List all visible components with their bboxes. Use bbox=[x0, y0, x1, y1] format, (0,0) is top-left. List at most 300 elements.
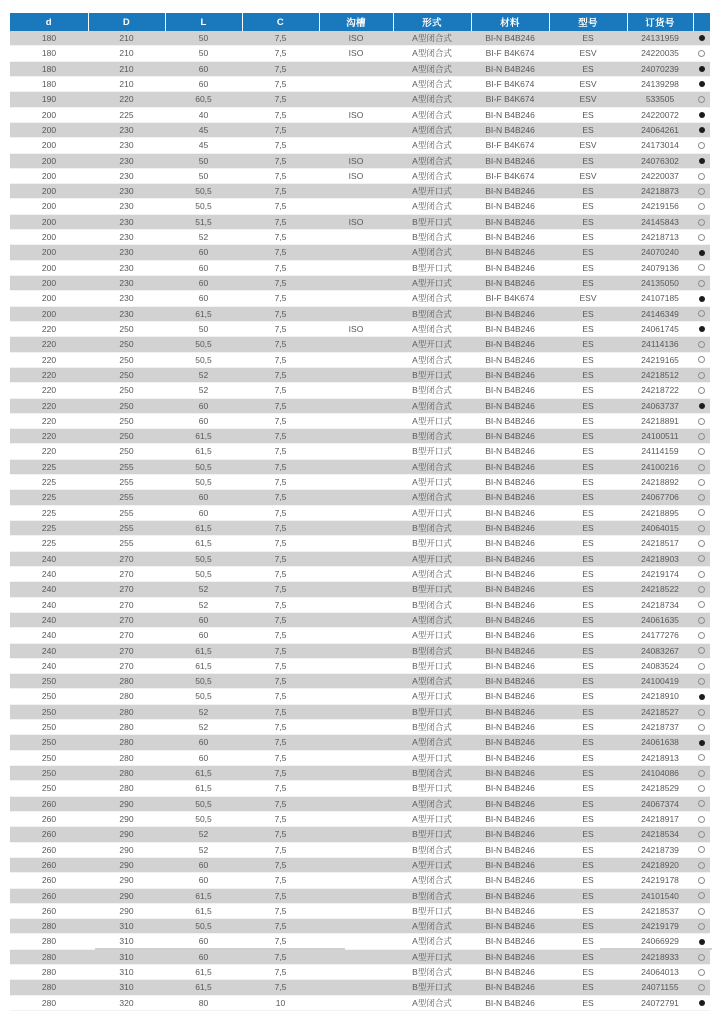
cell-D: 255 bbox=[88, 459, 165, 474]
cell-D: 290 bbox=[88, 842, 165, 857]
cell-d: 280 bbox=[10, 965, 88, 980]
cell-material: BI-N B4B246 bbox=[471, 582, 549, 597]
cell-form: A型开口式 bbox=[393, 276, 471, 291]
cell-form: A型开口式 bbox=[393, 337, 471, 352]
cell-material: BI-N B4B246 bbox=[471, 903, 549, 918]
cell-L: 52 bbox=[165, 827, 242, 842]
table-row bbox=[10, 168, 710, 183]
cell-d: 225 bbox=[10, 459, 88, 474]
cell-form: A型闭合式 bbox=[393, 245, 471, 260]
availability-dot-empty-icon bbox=[698, 264, 705, 271]
cell-D: 230 bbox=[88, 122, 165, 137]
cell-model: ES bbox=[549, 628, 627, 643]
table-row bbox=[10, 138, 710, 153]
cell-C: 7,5 bbox=[242, 214, 319, 229]
cell-groove bbox=[319, 888, 393, 903]
cell-L: 60 bbox=[165, 857, 242, 872]
cell-groove bbox=[319, 643, 393, 658]
availability-dot-empty-icon bbox=[698, 816, 705, 823]
cell-D: 210 bbox=[88, 76, 165, 91]
cell-D: 290 bbox=[88, 827, 165, 842]
column-header-groove: 沟槽 bbox=[319, 13, 393, 31]
availability-dot-empty-icon bbox=[698, 280, 705, 287]
cell-L: 50,5 bbox=[165, 352, 242, 367]
cell-C: 7,5 bbox=[242, 521, 319, 536]
cell-L: 60 bbox=[165, 735, 242, 750]
availability-dot-empty-icon bbox=[698, 862, 705, 869]
cell-model: ES bbox=[549, 521, 627, 536]
cell-C: 7,5 bbox=[242, 245, 319, 260]
cell-availability bbox=[693, 398, 710, 413]
cell-availability bbox=[693, 903, 710, 918]
cell-model: ES bbox=[549, 260, 627, 275]
availability-dot-empty-icon bbox=[698, 724, 705, 731]
cell-order_no: 24083267 bbox=[627, 643, 693, 658]
cell-form: A型闭合式 bbox=[393, 138, 471, 153]
table-row bbox=[10, 398, 710, 413]
cell-order_no: 24100419 bbox=[627, 674, 693, 689]
cell-form: A型开口式 bbox=[393, 475, 471, 490]
cell-model: ES bbox=[549, 674, 627, 689]
table-row bbox=[10, 122, 710, 137]
cell-order_no: 24061638 bbox=[627, 735, 693, 750]
cell-model: ES bbox=[549, 490, 627, 505]
table-row bbox=[10, 965, 710, 980]
cell-C: 7,5 bbox=[242, 475, 319, 490]
cell-groove: ISO bbox=[319, 321, 393, 336]
cell-d: 200 bbox=[10, 107, 88, 122]
cell-C: 7,5 bbox=[242, 658, 319, 673]
cell-L: 45 bbox=[165, 138, 242, 153]
cell-D: 255 bbox=[88, 521, 165, 536]
cell-C: 7,5 bbox=[242, 31, 319, 46]
availability-dot-filled-icon bbox=[699, 250, 705, 256]
cell-C: 7,5 bbox=[242, 199, 319, 214]
table-row bbox=[10, 750, 710, 765]
cell-material: BI-N B4B246 bbox=[471, 827, 549, 842]
cell-order_no: 24218527 bbox=[627, 704, 693, 719]
availability-dot-empty-icon bbox=[698, 586, 705, 593]
cell-groove bbox=[319, 919, 393, 934]
cell-groove bbox=[319, 490, 393, 505]
cell-model: ES bbox=[549, 582, 627, 597]
cell-material: BI-N B4B246 bbox=[471, 551, 549, 566]
cell-form: A型开口式 bbox=[393, 505, 471, 520]
cell-groove bbox=[319, 873, 393, 888]
cell-model: ESV bbox=[549, 138, 627, 153]
cell-availability bbox=[693, 582, 710, 597]
cell-material: BI-N B4B246 bbox=[471, 490, 549, 505]
cell-order_no: 24219165 bbox=[627, 352, 693, 367]
cell-form: B型开口式 bbox=[393, 367, 471, 382]
cell-order_no: 24083524 bbox=[627, 658, 693, 673]
cell-groove bbox=[319, 781, 393, 796]
cell-availability bbox=[693, 827, 710, 842]
cell-L: 50 bbox=[165, 31, 242, 46]
cell-D: 250 bbox=[88, 352, 165, 367]
cell-form: A型闭合式 bbox=[393, 107, 471, 122]
cell-availability bbox=[693, 291, 710, 306]
cell-d: 200 bbox=[10, 214, 88, 229]
cell-availability bbox=[693, 980, 710, 995]
cell-groove: ISO bbox=[319, 46, 393, 61]
cell-form: A型闭合式 bbox=[393, 31, 471, 46]
availability-dot-empty-icon bbox=[698, 448, 705, 455]
cell-order_no: 24218722 bbox=[627, 383, 693, 398]
cell-form: A型闭合式 bbox=[393, 46, 471, 61]
cell-form: A型闭合式 bbox=[393, 398, 471, 413]
cell-L: 50 bbox=[165, 321, 242, 336]
table-row bbox=[10, 306, 710, 321]
table-row bbox=[10, 444, 710, 459]
cell-form: A型开口式 bbox=[393, 750, 471, 765]
cell-L: 61,5 bbox=[165, 980, 242, 995]
cell-order_no: 24114136 bbox=[627, 337, 693, 352]
cell-model: ES bbox=[549, 367, 627, 382]
cell-order_no: 24079136 bbox=[627, 260, 693, 275]
availability-dot-filled-icon bbox=[699, 694, 705, 700]
cell-C: 7,5 bbox=[242, 352, 319, 367]
cell-d: 240 bbox=[10, 628, 88, 643]
availability-dot-empty-icon bbox=[698, 846, 705, 853]
cell-D: 270 bbox=[88, 597, 165, 612]
cell-form: B型开口式 bbox=[393, 827, 471, 842]
cell-order_no: 24218873 bbox=[627, 184, 693, 199]
availability-dot-filled-icon bbox=[699, 81, 705, 87]
cell-material: BI-N B4B246 bbox=[471, 536, 549, 551]
cell-C: 7,5 bbox=[242, 980, 319, 995]
cell-L: 50,5 bbox=[165, 796, 242, 811]
cell-C: 7,5 bbox=[242, 306, 319, 321]
cell-D: 280 bbox=[88, 735, 165, 750]
cell-C: 7,5 bbox=[242, 551, 319, 566]
availability-dot-empty-icon bbox=[698, 601, 705, 608]
cell-L: 61,5 bbox=[165, 888, 242, 903]
cell-D: 210 bbox=[88, 61, 165, 76]
column-header-model: 型号 bbox=[549, 13, 627, 31]
cell-model: ES bbox=[549, 429, 627, 444]
cell-D: 230 bbox=[88, 199, 165, 214]
cell-L: 60 bbox=[165, 76, 242, 91]
cell-availability bbox=[693, 842, 710, 857]
column-header-L: L bbox=[165, 13, 242, 31]
table-row bbox=[10, 873, 710, 888]
cell-availability bbox=[693, 383, 710, 398]
table-row bbox=[10, 291, 710, 306]
cell-form: B型闭合式 bbox=[393, 720, 471, 735]
table-row bbox=[10, 720, 710, 735]
table-row bbox=[10, 766, 710, 781]
cell-model: ES bbox=[549, 459, 627, 474]
cell-order_no: 24218529 bbox=[627, 781, 693, 796]
cell-material: BI-N B4B246 bbox=[471, 521, 549, 536]
cell-d: 220 bbox=[10, 444, 88, 459]
cell-model: ES bbox=[549, 750, 627, 765]
cell-groove bbox=[319, 903, 393, 918]
cell-D: 290 bbox=[88, 857, 165, 872]
cell-order_no: 24218913 bbox=[627, 750, 693, 765]
cell-d: 250 bbox=[10, 781, 88, 796]
cell-order_no: 24064013 bbox=[627, 965, 693, 980]
cell-groove bbox=[319, 429, 393, 444]
cell-d: 280 bbox=[10, 980, 88, 995]
availability-dot-empty-icon bbox=[698, 754, 705, 761]
cell-model: ES bbox=[549, 551, 627, 566]
cell-availability bbox=[693, 857, 710, 872]
cell-d: 280 bbox=[10, 919, 88, 934]
table-row bbox=[10, 582, 710, 597]
cell-d: 220 bbox=[10, 337, 88, 352]
cell-order_no: 24220037 bbox=[627, 168, 693, 183]
cell-model: ES bbox=[549, 980, 627, 995]
cell-d: 225 bbox=[10, 536, 88, 551]
table-row bbox=[10, 153, 710, 168]
cell-model: ES bbox=[549, 475, 627, 490]
cell-material: BI-N B4B246 bbox=[471, 949, 549, 964]
cell-order_no: 24218739 bbox=[627, 842, 693, 857]
cell-availability bbox=[693, 735, 710, 750]
cell-D: 230 bbox=[88, 260, 165, 275]
cell-form: A型闭合式 bbox=[393, 291, 471, 306]
cell-d: 250 bbox=[10, 766, 88, 781]
cell-L: 52 bbox=[165, 367, 242, 382]
cell-order_no: 24070239 bbox=[627, 61, 693, 76]
availability-dot-empty-icon bbox=[698, 923, 705, 930]
cell-availability bbox=[693, 459, 710, 474]
table-row bbox=[10, 413, 710, 428]
cell-model: ES bbox=[549, 720, 627, 735]
cell-L: 50,5 bbox=[165, 566, 242, 581]
cell-material: BI-N B4B246 bbox=[471, 122, 549, 137]
cell-D: 310 bbox=[88, 919, 165, 934]
cell-availability bbox=[693, 490, 710, 505]
cell-d: 200 bbox=[10, 122, 88, 137]
cell-material: BI-N B4B246 bbox=[471, 306, 549, 321]
cell-L: 50,5 bbox=[165, 811, 242, 826]
cell-order_no: 24066929 bbox=[627, 934, 693, 949]
cell-form: A型开口式 bbox=[393, 811, 471, 826]
cell-C: 7,5 bbox=[242, 888, 319, 903]
cell-form: B型闭合式 bbox=[393, 766, 471, 781]
cell-material: BI-F B4K674 bbox=[471, 46, 549, 61]
cell-form: A型闭合式 bbox=[393, 199, 471, 214]
cell-availability bbox=[693, 873, 710, 888]
cell-L: 61,5 bbox=[165, 429, 242, 444]
table-row bbox=[10, 949, 710, 964]
column-header-d: d bbox=[10, 13, 88, 31]
cell-L: 60 bbox=[165, 398, 242, 413]
cell-availability bbox=[693, 995, 710, 1010]
availability-dot-empty-icon bbox=[698, 617, 705, 624]
cell-groove bbox=[319, 965, 393, 980]
availability-dot-filled-icon bbox=[699, 296, 705, 302]
cell-d: 180 bbox=[10, 46, 88, 61]
cell-L: 60 bbox=[165, 260, 242, 275]
cell-material: BI-F B4K674 bbox=[471, 92, 549, 107]
cell-order_no: 24218537 bbox=[627, 903, 693, 918]
cell-model: ES bbox=[549, 842, 627, 857]
cell-d: 250 bbox=[10, 720, 88, 735]
cell-order_no: 24218517 bbox=[627, 536, 693, 551]
cell-order_no: 24218512 bbox=[627, 367, 693, 382]
cell-C: 7,5 bbox=[242, 827, 319, 842]
cell-form: B型开口式 bbox=[393, 582, 471, 597]
cell-form: B型开口式 bbox=[393, 260, 471, 275]
cell-order_no: 24061635 bbox=[627, 612, 693, 627]
cell-d: 240 bbox=[10, 643, 88, 658]
cell-d: 250 bbox=[10, 689, 88, 704]
cell-material: BI-F B4K674 bbox=[471, 168, 549, 183]
cell-C: 10 bbox=[242, 995, 319, 1010]
cell-L: 60 bbox=[165, 245, 242, 260]
cell-order_no: 24218892 bbox=[627, 475, 693, 490]
cell-D: 230 bbox=[88, 153, 165, 168]
cell-form: A型闭合式 bbox=[393, 168, 471, 183]
cell-order_no: 24218734 bbox=[627, 597, 693, 612]
cell-material: BI-N B4B246 bbox=[471, 995, 549, 1010]
cell-groove: ISO bbox=[319, 168, 393, 183]
table-row bbox=[10, 857, 710, 872]
cell-D: 310 bbox=[88, 965, 165, 980]
cell-L: 50,5 bbox=[165, 199, 242, 214]
cell-material: BI-N B4B246 bbox=[471, 766, 549, 781]
cell-order_no: 24220035 bbox=[627, 46, 693, 61]
cell-model: ES bbox=[549, 122, 627, 137]
cell-order_no: 24064261 bbox=[627, 122, 693, 137]
cell-model: ES bbox=[549, 199, 627, 214]
cell-C: 7,5 bbox=[242, 184, 319, 199]
cell-material: BI-N B4B246 bbox=[471, 597, 549, 612]
cell-d: 280 bbox=[10, 934, 88, 949]
cell-L: 50,5 bbox=[165, 674, 242, 689]
cell-L: 40 bbox=[165, 107, 242, 122]
availability-dot-empty-icon bbox=[698, 479, 705, 486]
cell-order_no: 24218895 bbox=[627, 505, 693, 520]
cell-D: 290 bbox=[88, 903, 165, 918]
availability-dot-empty-icon bbox=[698, 632, 705, 639]
cell-groove bbox=[319, 995, 393, 1010]
cell-order_no: 24135050 bbox=[627, 276, 693, 291]
cell-C: 7,5 bbox=[242, 260, 319, 275]
cell-model: ES bbox=[549, 321, 627, 336]
cell-d: 220 bbox=[10, 321, 88, 336]
cell-C: 7,5 bbox=[242, 766, 319, 781]
cell-model: ESV bbox=[549, 168, 627, 183]
cell-material: BI-N B4B246 bbox=[471, 934, 549, 949]
cell-material: BI-N B4B246 bbox=[471, 199, 549, 214]
cell-D: 290 bbox=[88, 811, 165, 826]
cell-availability bbox=[693, 628, 710, 643]
cell-availability bbox=[693, 475, 710, 490]
cell-material: BI-N B4B246 bbox=[471, 689, 549, 704]
table-row bbox=[10, 337, 710, 352]
cell-d: 260 bbox=[10, 796, 88, 811]
cell-material: BI-N B4B246 bbox=[471, 398, 549, 413]
availability-dot-empty-icon bbox=[698, 387, 705, 394]
table-row bbox=[10, 475, 710, 490]
cell-groove bbox=[319, 857, 393, 872]
cell-d: 180 bbox=[10, 61, 88, 76]
cell-material: BI-N B4B246 bbox=[471, 383, 549, 398]
cell-order_no: 24218933 bbox=[627, 949, 693, 964]
cell-D: 250 bbox=[88, 321, 165, 336]
availability-dot-empty-icon bbox=[698, 709, 705, 716]
cell-availability bbox=[693, 168, 710, 183]
cell-order_no: 24076302 bbox=[627, 153, 693, 168]
cell-material: BI-N B4B246 bbox=[471, 811, 549, 826]
cell-material: BI-N B4B246 bbox=[471, 612, 549, 627]
cell-order_no: 24067374 bbox=[627, 796, 693, 811]
cell-D: 230 bbox=[88, 291, 165, 306]
cell-material: BI-N B4B246 bbox=[471, 704, 549, 719]
table-row bbox=[10, 245, 710, 260]
cell-d: 260 bbox=[10, 842, 88, 857]
cell-groove bbox=[319, 92, 393, 107]
cell-L: 50,5 bbox=[165, 919, 242, 934]
cell-material: BI-N B4B246 bbox=[471, 857, 549, 872]
cell-groove bbox=[319, 934, 393, 949]
availability-dot-empty-icon bbox=[698, 831, 705, 838]
cell-form: A型闭合式 bbox=[393, 490, 471, 505]
cell-groove bbox=[319, 138, 393, 153]
cell-form: A型闭合式 bbox=[393, 612, 471, 627]
cell-d: 180 bbox=[10, 76, 88, 91]
cell-model: ES bbox=[549, 276, 627, 291]
cell-C: 7,5 bbox=[242, 490, 319, 505]
page-bottom-cut-artifact-left bbox=[95, 948, 345, 950]
cell-L: 80 bbox=[165, 995, 242, 1010]
cell-d: 200 bbox=[10, 199, 88, 214]
cell-availability bbox=[693, 505, 710, 520]
cell-order_no: 24067706 bbox=[627, 490, 693, 505]
cell-groove bbox=[319, 612, 393, 627]
cell-C: 7,5 bbox=[242, 781, 319, 796]
cell-model: ES bbox=[549, 995, 627, 1010]
cell-D: 290 bbox=[88, 796, 165, 811]
cell-material: BI-N B4B246 bbox=[471, 505, 549, 520]
availability-dot-filled-icon bbox=[699, 1000, 705, 1006]
cell-form: A型闭合式 bbox=[393, 76, 471, 91]
cell-groove bbox=[319, 276, 393, 291]
table-row bbox=[10, 505, 710, 520]
cell-D: 280 bbox=[88, 781, 165, 796]
table-row bbox=[10, 689, 710, 704]
table-row bbox=[10, 597, 710, 612]
cell-L: 60 bbox=[165, 612, 242, 627]
cell-model: ES bbox=[549, 597, 627, 612]
cell-groove: ISO bbox=[319, 153, 393, 168]
table-row bbox=[10, 566, 710, 581]
cell-form: A型开口式 bbox=[393, 413, 471, 428]
cell-d: 200 bbox=[10, 230, 88, 245]
cell-C: 7,5 bbox=[242, 138, 319, 153]
cell-order_no: 24100511 bbox=[627, 429, 693, 444]
table-row bbox=[10, 214, 710, 229]
cell-d: 200 bbox=[10, 245, 88, 260]
cell-C: 7,5 bbox=[242, 689, 319, 704]
table-row bbox=[10, 31, 710, 46]
cell-model: ES bbox=[549, 31, 627, 46]
cell-C: 7,5 bbox=[242, 965, 319, 980]
cell-C: 7,5 bbox=[242, 735, 319, 750]
cell-C: 7,5 bbox=[242, 505, 319, 520]
cell-form: B型闭合式 bbox=[393, 965, 471, 980]
availability-dot-filled-icon bbox=[699, 740, 705, 746]
availability-dot-empty-icon bbox=[698, 555, 705, 562]
cell-groove bbox=[319, 827, 393, 842]
cell-model: ES bbox=[549, 689, 627, 704]
cell-L: 50,5 bbox=[165, 337, 242, 352]
